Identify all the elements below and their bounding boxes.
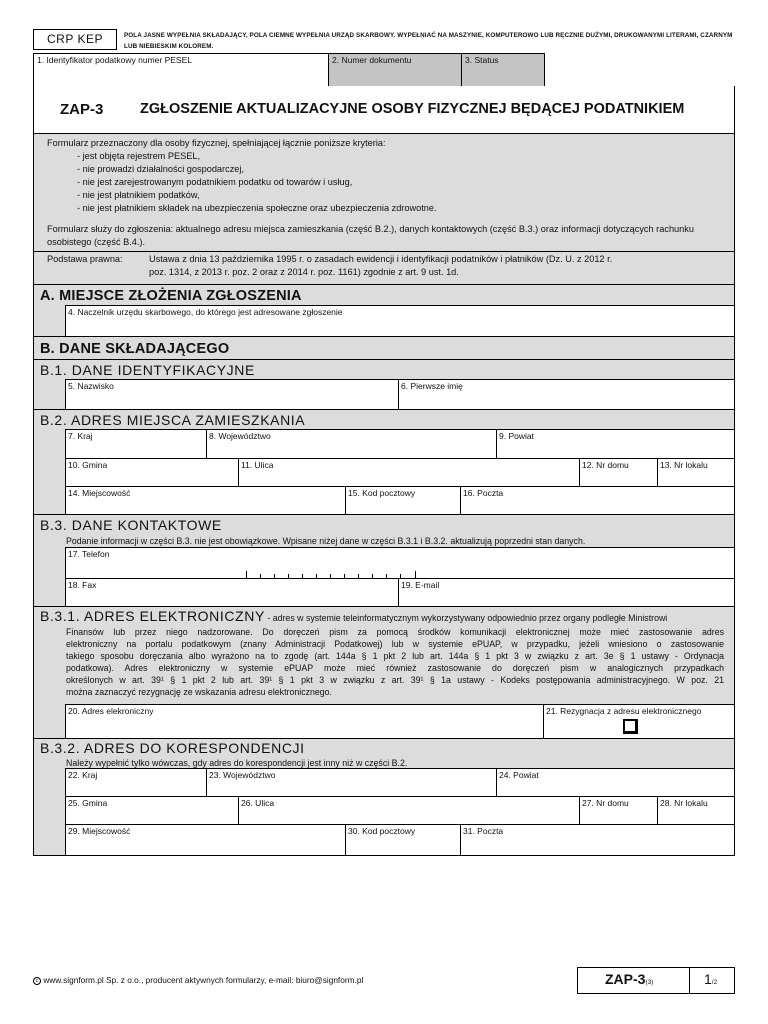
corr-country-label: 22. Kraj (68, 770, 98, 780)
city-field[interactable] (65, 486, 345, 514)
b3-note: Podanie informacji w części B.3. nie jest obowiązkowe. Wpisane niżej dane w części B.3.1 i B.3.2. aktualizują poprzedni stan danych. (66, 536, 586, 546)
corr-district-field[interactable] (496, 768, 734, 796)
b2-divider (34, 409, 734, 410)
phone-label: 17. Telefon (68, 549, 110, 559)
b31-desc-line: określonych w art. 39¹ § 1 pkt 2 lub art. 39¹ § 1 pkt 3 w związku z art. 39¹ § 1a ustawy - Kodeks postępowania administracyjnego. W poz. 21 (66, 675, 724, 685)
legal-label: Podstawa prawna: (47, 254, 123, 264)
form-code: ZAP-3 (60, 101, 104, 118)
district-label: 9. Powiat (499, 431, 534, 441)
form-title: ZGŁOSZENIE AKTUALIZACYJNE OSOBY FIZYCZNEJ BĘDĄCEJ PODATNIKIEM (140, 101, 685, 117)
first-name-field[interactable] (398, 379, 734, 409)
corr-district-label: 24. Powiat (499, 770, 539, 780)
post-office-label: 16. Poczta (463, 488, 504, 498)
corr-city-field[interactable] (65, 824, 345, 855)
post-office-field[interactable] (460, 486, 734, 514)
voivodeship-label: 8. Województwo (209, 431, 271, 441)
tax-office-label: 4. Naczelnik urzędu skarbowego, do którego jest adresowane zgłoszenie (68, 307, 343, 317)
corr-commune-label: 25. Gmina (68, 798, 108, 808)
b31-desc-line: takiego sposobu doręczania albo wyrażono na to zgodę (art. 144a § 1 pkt 2 lub art. 144a § 1 pkt 3 w związku z art. 3e § 1 ustawy - Ordynacja (66, 651, 724, 661)
section-a-title: A. MIEJSCE ZŁOŻENIA ZGŁOSZENIA (40, 288, 302, 304)
pesel-label: 1. Identyfikator podatkowy numer PESEL (37, 55, 192, 65)
status-field (461, 53, 545, 87)
corr-house-number-label: 27. Nr domu (582, 798, 629, 808)
apartment-number-field[interactable] (657, 458, 734, 486)
page-current: 1 (704, 971, 712, 987)
crp-kep-label: CRP KEP (47, 32, 103, 46)
commune-label: 10. Gmina (68, 460, 108, 470)
legal-divider (34, 251, 734, 252)
footer-credit (33, 975, 363, 985)
criterion-item: - jest objęta rejestrem PESEL, (77, 151, 201, 161)
corr-apartment-number-label: 28. Nr lokalu (660, 798, 708, 808)
postal-code-field[interactable] (345, 486, 460, 514)
postal-code-label: 15. Kod pocztowy (348, 488, 416, 498)
criteria-list (77, 150, 437, 215)
intro-purpose: Formularz służy do zgłoszenia: aktualnego adresu miejsca zamieszkania (część B.2.), danych kontaktowych (część B.3.) oraz informacji dotyczących rachunku osobistego (część B.4.). (47, 224, 694, 247)
section-b-title: B. DANE SKŁADAJĄCEGO (40, 341, 230, 357)
commune-field[interactable] (65, 458, 238, 486)
legal-text-2: poz. 1314, z 2013 r. poz. 2 oraz z 2014 r. poz. 1161) zgodnie z art. 9 ust. 1d. (149, 267, 459, 277)
b1-title: B.1. DANE IDENTYFIKACYJNE (40, 362, 255, 378)
b31-title: B.3.1. ADRES ELEKTRONICZNY (40, 608, 265, 624)
city-label: 14. Miejscowość (68, 488, 131, 498)
first-name-label: 6. Pierwsze imię (401, 381, 463, 391)
country-label: 7. Kraj (68, 431, 93, 441)
surname-field[interactable] (65, 379, 398, 409)
email-field[interactable] (398, 578, 734, 606)
corr-voivodeship-field[interactable] (206, 768, 496, 796)
status-label: 3. Status (465, 55, 499, 65)
corr-apartment-number-field[interactable] (657, 796, 734, 824)
b3-title: B.3. DANE KONTAKTOWE (40, 517, 222, 533)
corr-postal-code-field[interactable] (345, 824, 460, 855)
corr-postal-code-label: 30. Kod pocztowy (348, 826, 416, 836)
b1-divider (34, 359, 734, 360)
apartment-number-label: 13. Nr lokalu (660, 460, 708, 470)
resign-electronic-field (543, 704, 734, 738)
b31-divider (34, 606, 734, 607)
header-instructions: POLA JASNE WYPEŁNIA SKŁADAJĄCY, POLA CIEMNE WYPEŁNIA URZĄD SKARBOWY. WYPEŁNIAĆ NA MASZYNIE, KOMPUTEROWO LUB RĘCZNIE DUŻYMI, DRUKOWANYMI LITERAMI, CZARNYM LUB NIEBIESKIM KOLOREM. (124, 32, 733, 50)
b31-description (66, 626, 724, 698)
b32-note: Należy wypełnić tylko wówczas, gdy adres do korespondencji jest inny niż w części B.2. (66, 758, 408, 768)
resign-electronic-checkbox[interactable] (623, 719, 638, 734)
footer-code: ZAP-3 (605, 971, 646, 987)
corr-house-number-field[interactable] (579, 796, 657, 824)
surname-label: 5. Nazwisko (68, 381, 114, 391)
electronic-address-label: 20. Adres elekroniczny (68, 706, 154, 716)
b31-desc-first: - adres w systemie teleinformatycznym wykorzystywany odpowiednio przez organy podległe Ministrowi (264, 613, 668, 623)
intro-lead: Formularz przeznaczony dla osoby fizycznej, spełniającej łącznie poniższe kryteria: (47, 138, 386, 148)
footer-version: (3) (645, 979, 654, 986)
house-number-label: 12. Nr domu (582, 460, 629, 470)
footer-box-divider (689, 967, 690, 994)
fax-label: 18. Fax (68, 580, 97, 590)
electronic-address-field[interactable] (65, 704, 543, 738)
corr-street-label: 26. Ulica (241, 798, 275, 808)
legal-text-1: Ustawa z dnia 13 października 1995 r. o zasadach ewidencji i identyfikacji podatników i płatników (Dz. U. z 2012 r. (149, 254, 613, 264)
tax-office-field[interactable] (65, 305, 734, 336)
page-number (704, 971, 717, 989)
b3-divider (34, 514, 734, 515)
corr-street-field[interactable] (238, 796, 579, 824)
email-label: 19. E-mail (401, 580, 440, 590)
house-number-field[interactable] (579, 458, 657, 486)
street-field[interactable] (238, 458, 579, 486)
b31-desc-line: elektroniczny na portalu podatkowym (znany Administracji Podatkowej) lub w systemie ePUAP, w przypadku, jeżeli wniesiono o zastosowanie (66, 639, 724, 649)
district-field[interactable] (496, 429, 734, 458)
corr-post-office-label: 31. Poczta (463, 826, 504, 836)
b31-desc-line: można zaznaczyć rezygnację ze wskazania adresu elektronicznego. (66, 687, 332, 697)
document-number-field (328, 53, 462, 87)
copyright-icon: c (33, 977, 41, 985)
b31-desc-line: Finansów lub przez niego nadzorowane. Do doręczeń pism za pomocą środków komunikacji elektronicznej może mieć zastosowanie adres (66, 627, 724, 637)
b2-title: B.2. ADRES MIEJSCA ZAMIESZKANIA (40, 412, 306, 428)
criterion-item: - nie jest zarejestrowanym podatnikiem podatku od towarów i usług, (77, 177, 353, 187)
criterion-item: - nie jest płatnikiem podatków, (77, 190, 200, 200)
fax-field[interactable] (65, 578, 398, 606)
b32-divider (34, 738, 734, 739)
document-number-label: 2. Numer dokumentu (332, 55, 412, 65)
page-total: /2 (711, 979, 718, 986)
resign-electronic-label: 21. Rezygnacja z adresu elektronicznego (546, 706, 702, 716)
corr-city-label: 29. Miejscowość (68, 826, 131, 836)
country-field[interactable] (65, 429, 206, 458)
corr-commune-field[interactable] (65, 796, 238, 824)
pesel-field[interactable] (33, 53, 329, 87)
b31-desc-line: podatkowa). Adres elektroniczny w systemie ePUAP może mieć również zastosowanie do doręczeń pism w analogicznych przypadkach (66, 663, 724, 673)
footer-credit-text: www.signform.pl Sp. z o.o., producent aktywnych formularzy, e-mail: biuro@signform.pl (43, 975, 364, 985)
b31-heading (40, 608, 667, 626)
b32-title: B.3.2. ADRES DO KORESPONDENCJI (40, 740, 305, 756)
corr-country-field[interactable] (65, 768, 206, 796)
corr-post-office-field[interactable] (460, 824, 734, 855)
street-label: 11. Ulica (241, 460, 274, 470)
voivodeship-field[interactable] (206, 429, 496, 458)
criterion-item: - nie prowadzi działalności gospodarczej, (77, 164, 244, 174)
criterion-item: - nie jest płatnikiem składek na ubezpieczenia społeczne oraz ubezpieczenia zdrowotne. (77, 203, 437, 213)
footer-form-code (605, 971, 653, 989)
corr-voivodeship-label: 23. Województwo (209, 770, 276, 780)
